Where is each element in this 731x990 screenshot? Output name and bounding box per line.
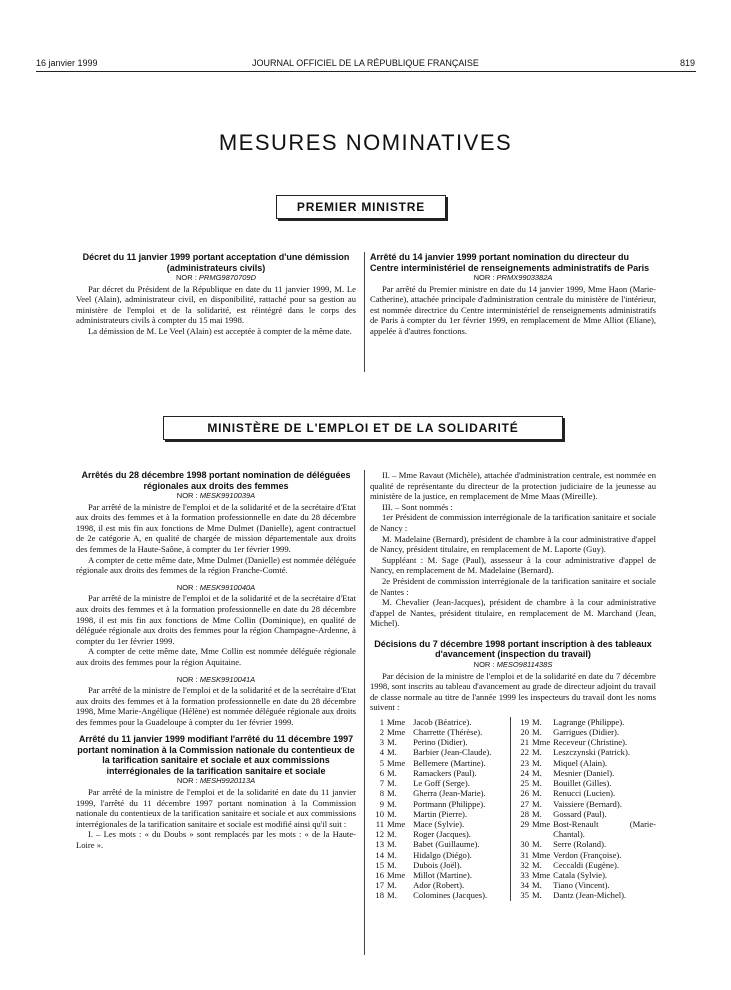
- list-name: Babet (Guillaume).: [413, 839, 480, 850]
- list-number: 9: [379, 798, 384, 809]
- list-item: [370, 788, 511, 798]
- list-item: [515, 778, 656, 788]
- list-name: Perino (Didier).: [413, 737, 468, 748]
- list-number: 29: [520, 818, 529, 829]
- list-item: [370, 819, 511, 829]
- name-list-left: [370, 717, 511, 901]
- list-item: [515, 839, 656, 849]
- list-title: M.: [387, 747, 397, 758]
- body-paragraph: II. – Mme Ravaut (Michèle), attachée d'administration centrale, est nommée en qualité de représentante du directeur de la protection judiciaire de la jeunesse au ministère de la justice, en remplacement de Mme Maas (Mireille).: [370, 470, 656, 502]
- list-item: [370, 737, 511, 747]
- list-item: [370, 850, 511, 860]
- list-name: Verdon (Françoise).: [553, 849, 622, 860]
- list-number: 2: [379, 727, 384, 738]
- nor-line: NOR : MESK9910041A: [176, 674, 256, 684]
- body-paragraph: Par arrêté de la ministre de l'emploi et de la solidarité et de la secrétaire d'Etat aux droits des femmes et à la formation professionnelle en date du 28 décembre 1998, il est mis fin aux fonctions de Mme Collin (Dominique), en qualité de déléguée régionale aux droits des femmes pour la région Champagne-Ardenne, à compter du 1er février 1999.: [76, 593, 356, 646]
- list-item: [515, 880, 656, 890]
- body-paragraph: M. Madelaine (Bernard), président de chambre à la cour administrative d'appel de Nancy, président titulaire, en remplacement de M. Laporte (Guy).: [370, 533, 656, 555]
- list-name: Catala (Sylvie).: [553, 869, 608, 880]
- list-item: [515, 870, 656, 880]
- list-number: 31: [520, 849, 529, 860]
- header-journal: JOURNAL OFFICIEL DE LA RÉPUBLIQUE FRANÇAISE: [252, 58, 479, 68]
- page-number: 819: [679, 58, 695, 68]
- list-name: Le Goff (Serge).: [413, 778, 470, 789]
- header-rule: [36, 71, 696, 72]
- body-paragraph: M. Chevalier (Jean-Jacques), président de chambre à la cour administrative d'appel de Nantes, président titulaire, en remplacement de M. Marchand (Jean, Michel).: [370, 597, 656, 629]
- list-title: M.: [532, 778, 542, 789]
- list-title: M.: [387, 890, 397, 901]
- list-title: Mme: [387, 818, 406, 829]
- arrete-heading: Arrêté du 14 janvier 1999 portant nomination du directeur du Centre interministériel de renseignements administratifs de Paris: [370, 252, 650, 273]
- list-number: 8: [379, 788, 384, 799]
- list-title: M.: [532, 890, 542, 901]
- list-name: Jacob (Béatrice).: [413, 716, 472, 727]
- body-paragraph: A compter de cette même date, Mme Collin est nommée déléguée régionale aux droits des femmes pour la région Aquitaine.: [76, 646, 356, 667]
- list-title: Mme: [532, 737, 551, 748]
- ministere-left-column: [76, 470, 356, 851]
- list-title: M.: [532, 798, 542, 809]
- list-number: 10: [375, 808, 384, 819]
- list-title: Mme: [387, 727, 406, 738]
- body-paragraph: III. – Sont nommés :: [382, 501, 453, 512]
- arrete-paragraph: Par arrêté du Premier ministre en date du 14 janvier 1999, Mme Haon (Marie-Catherine), attachée principale d'administration centrale du ministère de l'intérieur, est nommée directrice du Centre interministériel de renseignements administratifs de Paris à compter du 1er février 1999, en remplacement de Mme Alliot (Eliane), appelée à d'autres fonctions.: [370, 283, 656, 336]
- decree-heading: Décret du 11 janvier 1999 portant acceptation d'une démission (administrateurs civils): [82, 252, 350, 273]
- list-title: M.: [532, 808, 542, 819]
- list-item: [515, 737, 656, 747]
- list-number: 7: [379, 778, 384, 789]
- list-title: M.: [387, 859, 397, 870]
- list-item: [370, 747, 511, 757]
- list-item: [515, 717, 656, 727]
- list-number: 28: [520, 808, 529, 819]
- list-title: M.: [387, 849, 397, 860]
- list-number: 18: [375, 890, 384, 901]
- list-number: 6: [379, 767, 384, 778]
- list-name: Garrigues (Didier).: [553, 727, 619, 738]
- list-number: 22: [520, 747, 529, 758]
- list-title: Mme: [387, 757, 406, 768]
- list-number: 19: [520, 716, 529, 727]
- list-number: 25: [520, 778, 529, 789]
- body-paragraph: Par arrêté de la ministre de l'emploi et de la solidarité et de la secrétaire d'Etat aux droits des femmes et à la formation professionnelle en date du 28 décembre 1998, il est mis fin aux fonctions de Mme Dulmet (Danielle), agent contractuel de 2e catégorie A, en qualité de chargée de mission départementale aux droits des femmes de la Haute-Saône, à compter du 1er février 1999.: [76, 501, 356, 554]
- list-title: M.: [532, 839, 542, 850]
- list-item: [370, 778, 511, 788]
- list-name: Millot (Martine).: [413, 869, 472, 880]
- body-paragraph: 2e Président de commission interrégionale de la tarification sanitaire et sociale de Nantes :: [370, 575, 656, 597]
- list-title: Mme: [387, 716, 406, 727]
- list-number: 21: [520, 737, 529, 748]
- nor-line: NOR : MESK9910040A: [176, 582, 256, 592]
- list-name: Renucci (Lucien).: [553, 788, 616, 799]
- list-number: 24: [520, 767, 529, 778]
- list-name: Mesnier (Daniel).: [553, 767, 615, 778]
- list-title: M.: [387, 788, 397, 799]
- list-number: 20: [520, 727, 529, 738]
- list-item: [515, 850, 656, 860]
- body-paragraph: Par arrêté de la ministre de l'emploi et de la solidarité en date du 11 janvier 1999, l'arrêté du 11 décembre 1997 portant nomination à la Commission nationale du contentieux de la tarification sanitaire et sociale et aux commissions interrégionales de la tarification sanitaire et sociale est modifié ainsi qu'il suit :: [76, 787, 356, 829]
- list-item: [370, 799, 511, 809]
- list-number: 30: [520, 839, 529, 850]
- name-list-right: [515, 717, 656, 901]
- list-number: 1: [379, 716, 384, 727]
- list-item: [370, 870, 511, 880]
- list-title: M.: [387, 880, 397, 891]
- list-number: 12: [375, 829, 384, 840]
- list-item: [515, 768, 656, 778]
- list-name: Ceccaldi (Eugène).: [553, 859, 619, 870]
- nor-line: NOR : MESO9811438S: [473, 659, 553, 669]
- page-title: MESURES NOMINATIVES: [218, 130, 513, 155]
- list-title: M.: [387, 798, 397, 809]
- list-number: 27: [520, 798, 529, 809]
- list-number: 26: [520, 788, 529, 799]
- list-title: M.: [387, 808, 397, 819]
- list-name: Bost-Renault (Marie-Chantal).: [553, 818, 656, 840]
- list-title: M.: [387, 767, 397, 778]
- list-name: Barbier (Jean-Claude).: [413, 747, 492, 758]
- arrete-modifiant-heading: Arrêté du 11 janvier 1999 modifiant l'arrêté du 11 décembre 1997 portant nomination à la Commission nationale du contentieux de la tarification sanitaire et sociale et aux commissions interrégionales de la tarification sanitaire et sociale: [77, 734, 355, 776]
- list-title: M.: [387, 737, 397, 748]
- list-item: [515, 860, 656, 870]
- body-paragraph: Par arrêté de la ministre de l'emploi et de la solidarité et de la secrétaire d'Etat aux droits des femmes et à la formation professionnelle en date du 28 décembre 1998, Mme Marie-Angélique (Hélène) est nommée déléguée régionale aux droits des femmes pour la Guadeloupe à compter du 1er février 1999.: [76, 685, 356, 727]
- list-item: [370, 890, 511, 900]
- column-divider: [364, 470, 365, 955]
- list-number: 15: [375, 859, 384, 870]
- list-name: Gherra (Jean-Marie).: [413, 788, 486, 799]
- arretes-heading: Arrêtés du 28 décembre 1998 portant nomination de déléguées régionales aux droits des femmes: [81, 470, 351, 491]
- body-paragraph: Suppléant : M. Sage (Paul), assesseur à la cour administrative d'appel de Nancy, en remplacement de M. Madelaine (Bernard).: [370, 554, 656, 576]
- list-name: Receveur (Christine).: [553, 737, 628, 748]
- list-title: M.: [532, 788, 542, 799]
- list-title: Mme: [387, 869, 406, 880]
- list-name: Tiano (Vincent).: [553, 880, 610, 891]
- decree-paragraph: La démission de M. Le Veel (Alain) est acceptée à compter de la même date.: [88, 325, 352, 336]
- list-number: 11: [375, 818, 384, 829]
- list-title: M.: [532, 747, 542, 758]
- nor-line: NOR : MESK9910039A: [176, 491, 256, 500]
- list-item: [370, 839, 511, 849]
- list-number: 5: [379, 757, 384, 768]
- list-name: Ador (Robert).: [413, 880, 465, 891]
- list-item: [515, 819, 656, 839]
- list-item: [515, 890, 656, 900]
- list-name: Colomines (Jacques).: [413, 890, 488, 901]
- header-date: 16 janvier 1999: [36, 58, 98, 68]
- section-heading-premier-ministre: PREMIER MINISTRE: [276, 195, 446, 219]
- ministere-right-column: [370, 470, 656, 901]
- list-item: [515, 727, 656, 737]
- body-paragraph: A compter de cette même date, Mme Dulmet (Danielle) est nommée déléguée régionale aux droits des femmes de la région Franche-Comté.: [76, 554, 356, 576]
- list-item: [370, 880, 511, 890]
- list-item: [370, 717, 511, 727]
- list-name: Bouillet (Gilles).: [553, 778, 612, 789]
- list-number: 23: [520, 757, 529, 768]
- list-item: [515, 788, 656, 798]
- list-name: Lagrange (Philippe).: [553, 716, 625, 727]
- list-name: Ramackers (Paul).: [413, 767, 477, 778]
- list-number: 16: [375, 869, 384, 880]
- list-item: [370, 829, 511, 839]
- list-item: [370, 758, 511, 768]
- list-title: Mme: [532, 818, 551, 829]
- list-item: [370, 809, 511, 819]
- arrete-column: [370, 252, 656, 337]
- list-title: M.: [532, 880, 542, 891]
- decisions-heading: Décisions du 7 décembre 1998 portant inscription à des tableaux d'avancement (inspection du travail): [374, 638, 652, 660]
- list-title: M.: [532, 716, 542, 727]
- list-name: Portmann (Philippe).: [413, 798, 486, 809]
- list-name: Dantz (Jean-Michel).: [553, 890, 627, 901]
- list-number: 17: [375, 880, 384, 891]
- list-title: Mme: [532, 849, 551, 860]
- list-title: M.: [532, 727, 542, 738]
- list-name: Miquel (Alain).: [553, 757, 608, 768]
- list-name: Bellemere (Martine).: [413, 757, 486, 768]
- section-heading-ministere-emploi: MINISTÈRE DE L'EMPLOI ET DE LA SOLIDARITÉ: [163, 416, 563, 440]
- list-name: Vaissiere (Bernard).: [553, 798, 622, 809]
- list-title: Mme: [532, 869, 551, 880]
- list-name: Mace (Sylvie).: [413, 818, 465, 829]
- list-title: M.: [532, 757, 542, 768]
- list-item: [515, 809, 656, 819]
- body-paragraph: 1er Président de commission interrégionale de la tarification sanitaire et sociale de Nancy :: [370, 512, 656, 533]
- list-item: [370, 860, 511, 870]
- list-title: M.: [387, 839, 397, 850]
- body-paragraph: Par décision de la ministre de l'emploi et de la solidarité en date du 7 décembre 1998, sont inscrits au tableau d'avancement au grade de directeur adjoint du travail de classe normale au titre de l'année 1999 les inspecteurs du travail dont les noms suivent :: [370, 670, 656, 713]
- nor-line: NOR : PRMX9903382A: [473, 273, 553, 282]
- list-item: [515, 799, 656, 809]
- list-name: Dubois (Joël).: [413, 859, 462, 870]
- list-item: [515, 747, 656, 757]
- column-divider: [364, 252, 365, 372]
- list-name: Hidalgo (Diégo).: [413, 849, 472, 860]
- list-title: M.: [387, 829, 397, 840]
- list-name: Charrette (Thérèse).: [413, 727, 483, 738]
- decree-paragraph: Par décret du Président de la République en date du 11 janvier 1999, M. Le Veel (Alain), administrateur civil, en disponibilité, rattaché pour sa gestion au ministère de l'emploi et de la solidarité, est réintégré dans le corps des administrateurs civils à compter du 15 mai 1998.: [76, 283, 356, 326]
- list-title: M.: [532, 859, 542, 870]
- list-number: 3: [379, 737, 384, 748]
- body-paragraph: I. – Les mots : « du Doubs » sont remplacés par les mots : « de la Haute-Loire ».: [76, 829, 356, 851]
- list-number: 4: [379, 747, 384, 758]
- list-name: Leszczynski (Patrick).: [553, 747, 630, 758]
- list-title: M.: [532, 767, 542, 778]
- list-item: [370, 768, 511, 778]
- list-item: [370, 727, 511, 737]
- list-number: 14: [375, 849, 384, 860]
- list-number: 33: [520, 869, 529, 880]
- list-number: 32: [520, 859, 529, 870]
- list-item: [515, 758, 656, 768]
- list-number: 35: [520, 890, 529, 901]
- list-name: Serre (Roland).: [553, 839, 607, 850]
- nor-line: NOR : MESH9920113A: [176, 776, 256, 786]
- list-name: Gossard (Paul).: [553, 808, 607, 819]
- list-number: 13: [375, 839, 384, 850]
- decret-democracy-column: [76, 252, 356, 337]
- list-name: Roger (Jacques).: [413, 829, 471, 840]
- list-number: 34: [520, 880, 529, 891]
- list-title: M.: [387, 778, 397, 789]
- list-name: Martin (Pierre).: [413, 808, 468, 819]
- nor-line: NOR : PRMG9870709D: [175, 273, 257, 282]
